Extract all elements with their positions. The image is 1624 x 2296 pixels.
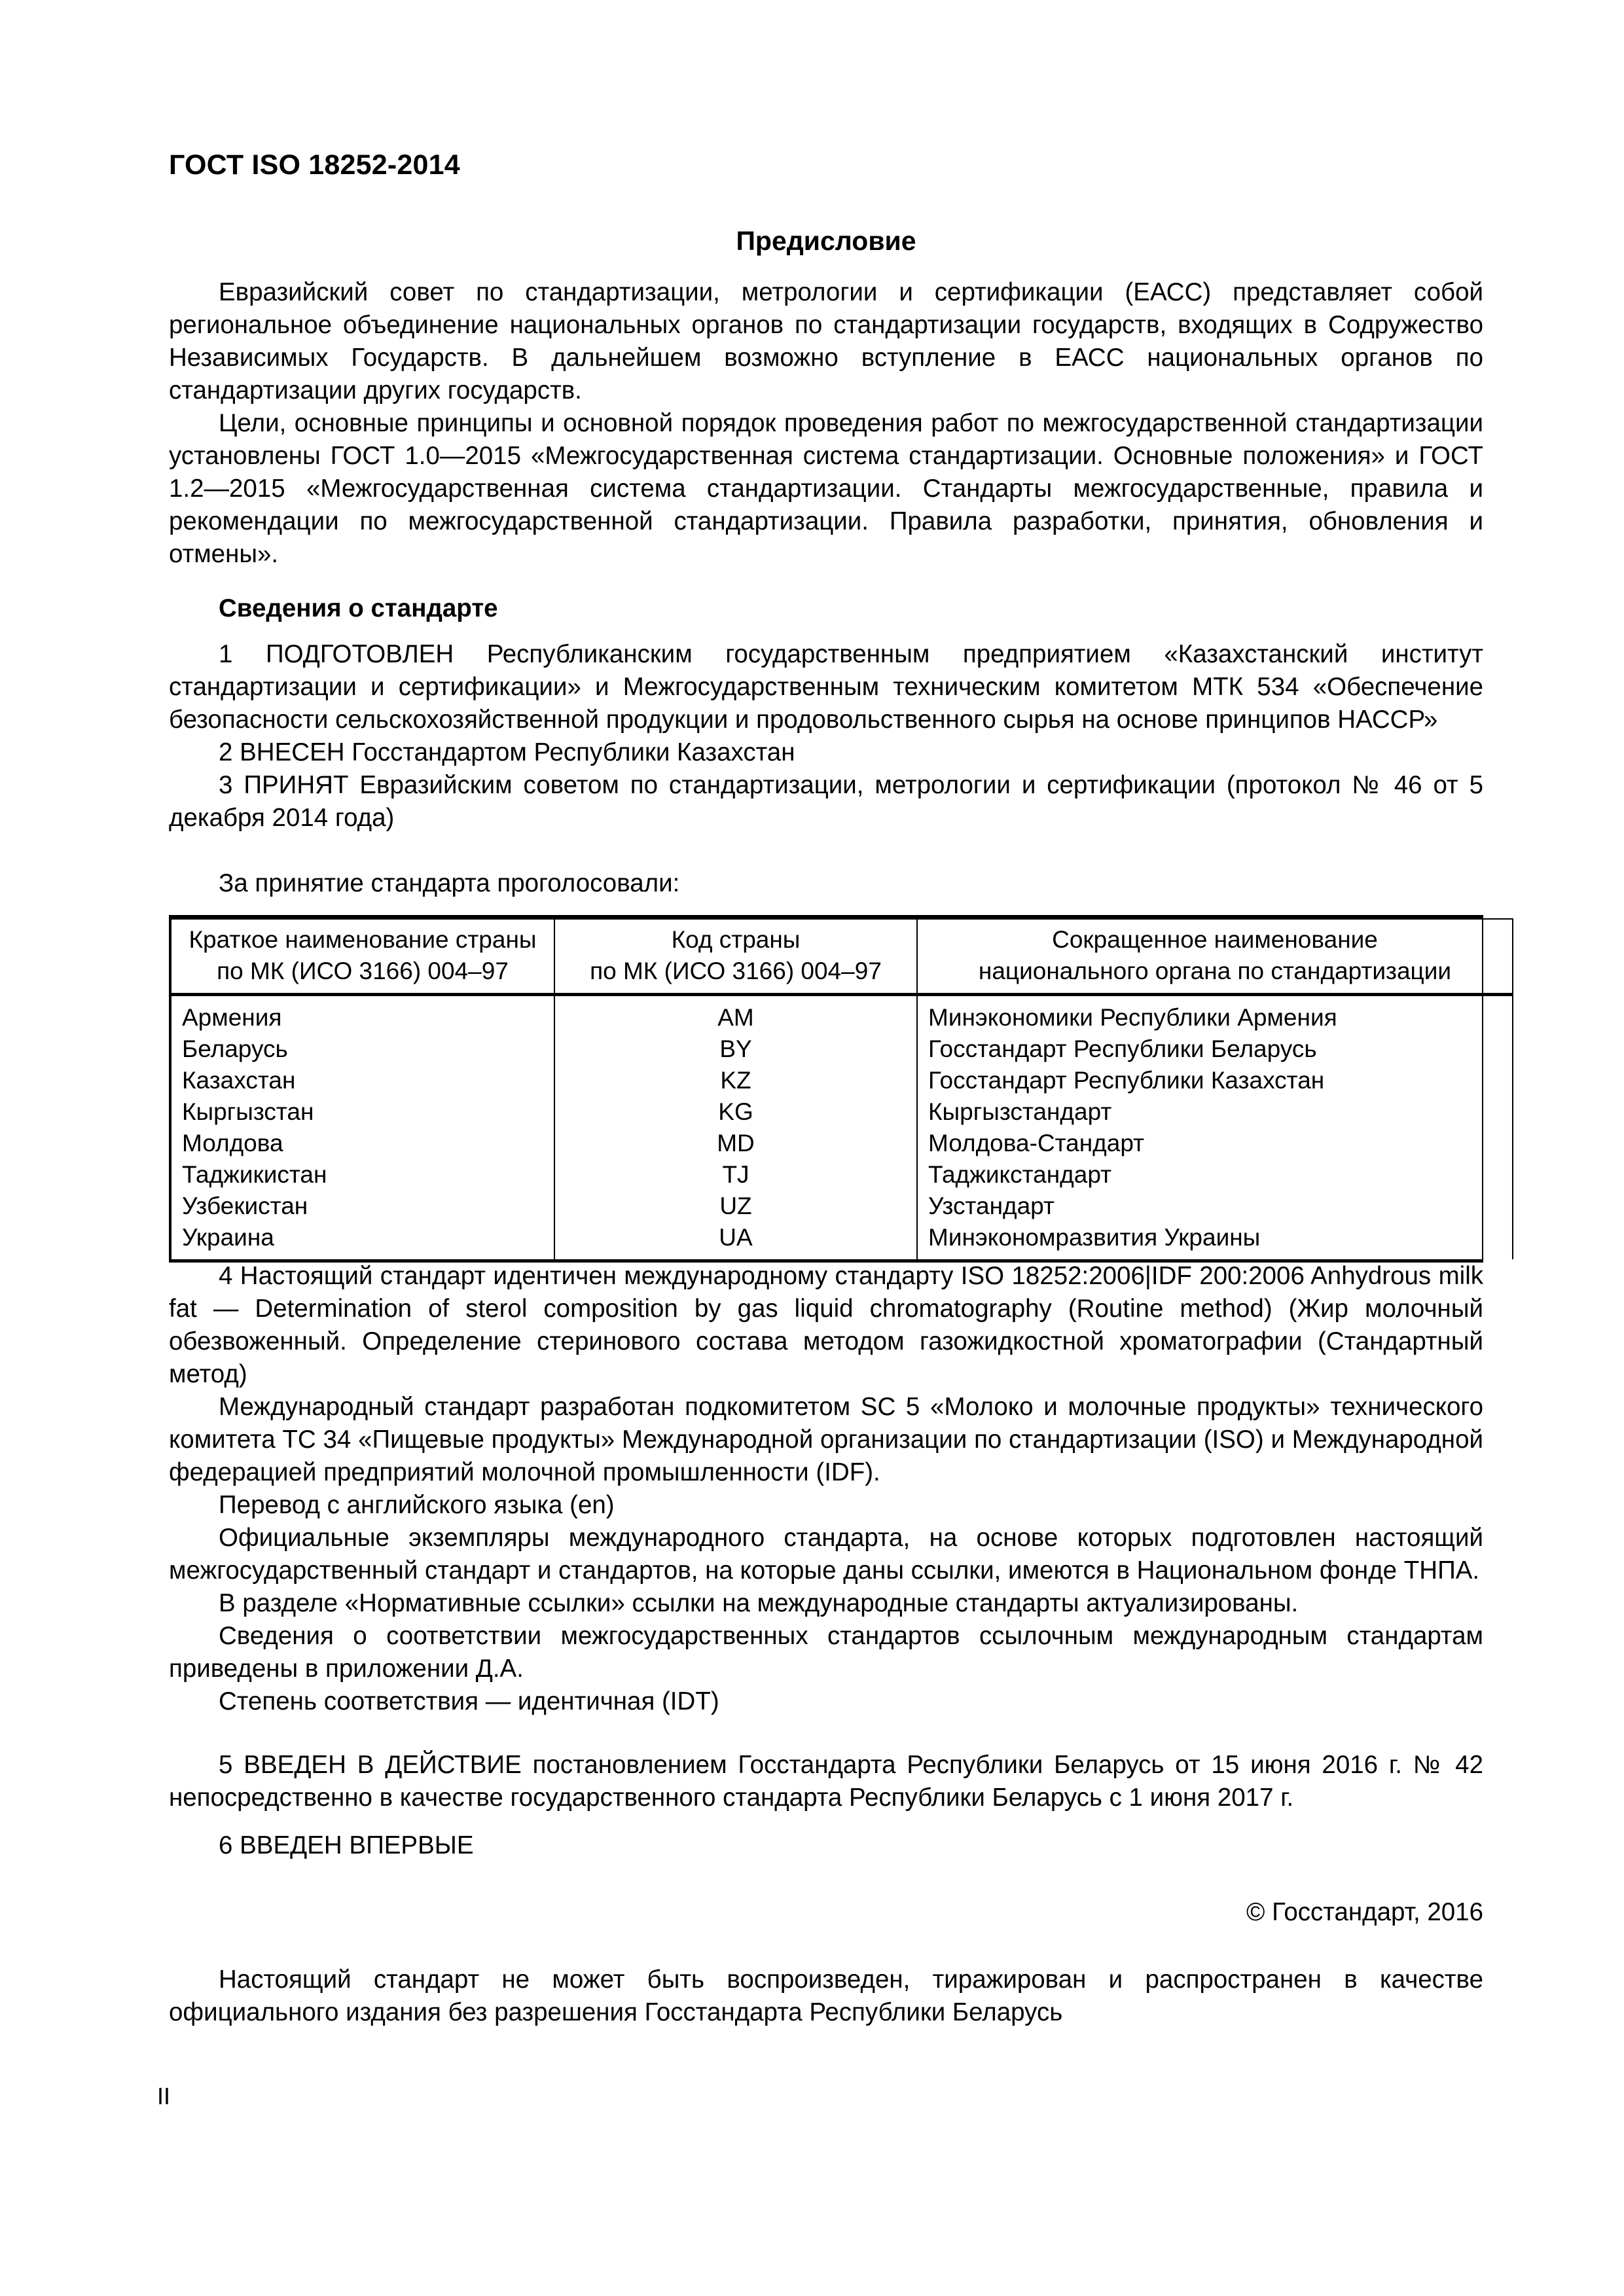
vote-cell-country: Узбекистан: [171, 1191, 554, 1222]
table-row: [171, 995, 1513, 1034]
reproduction-notice-block: [169, 1964, 1483, 2029]
vote-cell-country: Украина: [171, 1222, 554, 1259]
vote-cell-org: Узстандарт: [917, 1191, 1513, 1222]
vote-cell-code: UZ: [554, 1191, 917, 1222]
table-row: [171, 1096, 1513, 1128]
intro-paragraph-1: Евразийский совет по стандартизации, метрологии и сертификации (ЕАСС) представляет собой региональное объединение национальных органов по стандартизации государств, входящих в Содружество Независимых Государств. В дальнейшем возможно вступление в ЕАСС национальных органов по стандартизации других государств.: [169, 278, 1483, 404]
after-table-copies: Официальные экземпляры международного стандарта, на основе которых подготовлен настоящий межгосударственный стандарт и стандартов, на которые даны ссылки, имеются в Национальном фонде ТНПА.: [169, 1524, 1483, 1585]
standard-info-heading: Сведения о стандарте: [219, 594, 498, 622]
standard-info-block: [169, 638, 1483, 834]
after-table-committee: Международный стандарт разработан подкомитетом SC 5 «Молоко и молочные продукты» технического комитета ТС 34 «Пищевые продукты» Международной организации по стандартизации (ISO) и Международной федерацией предприятий молочной промышленности (IDF).: [169, 1393, 1483, 1486]
vote-header-code-line1: Код страны: [671, 926, 801, 953]
page-number: II: [157, 2083, 171, 2109]
vote-cell-org: Таджикстандарт: [917, 1159, 1513, 1191]
vote-table-border: [169, 915, 1483, 1263]
table-row: [171, 1128, 1513, 1159]
vote-caption: За принятие стандарта проголосовали:: [219, 869, 680, 897]
vote-cell-org: Молдова-Стандарт: [917, 1128, 1513, 1159]
vote-cell-code: AM: [554, 995, 917, 1034]
after-table-translation: Перевод с английского языка (en): [219, 1491, 615, 1519]
table-row: [171, 1159, 1513, 1191]
vote-cell-org: Минэкономики Республики Армения: [917, 995, 1513, 1034]
table-row: [171, 1191, 1513, 1222]
vote-header-org: [917, 919, 1513, 995]
vote-table: [170, 918, 1513, 1259]
vote-cell-country: Кыргызстан: [171, 1096, 554, 1128]
vote-cell-country: Беларусь: [171, 1033, 554, 1065]
after-table-item-4: 4 Настоящий стандарт идентичен международному стандарту ISO 18252:2006|IDF 200:2006 Anhydrous milk fat — Determination of sterol composition by gas liquid chromatography (Routine method) (Жир молочный обезвоженный. Определение стеринового состава методом газожидкостной хроматографии (Стандартный метод): [169, 1262, 1483, 1388]
vote-cell-code: BY: [554, 1033, 917, 1065]
after-table-block-a: [169, 1260, 1483, 1718]
vote-cell-org: Госстандарт Республики Беларусь: [917, 1033, 1513, 1065]
standard-info-item-3: 3 ПРИНЯТ Евразийским советом по стандартизации, метрологии и сертификации (протокол № 46 от 5 декабря 2014 года): [169, 771, 1483, 832]
vote-cell-code: UA: [554, 1222, 917, 1259]
vote-cell-org: Кыргызстандарт: [917, 1096, 1513, 1128]
vote-cell-code: KG: [554, 1096, 917, 1128]
vote-table-wrapper: [169, 915, 1483, 1263]
vote-header-org-line2: национального органа по стандартизации: [978, 958, 1452, 984]
vote-table-body: [171, 995, 1513, 1260]
vote-header-org-line1: Сокращенное наименование: [1052, 926, 1378, 953]
table-row: [171, 1065, 1513, 1096]
vote-cell-country: Молдова: [171, 1128, 554, 1159]
vote-table-header-row: [171, 919, 1513, 995]
table-row: [171, 1033, 1513, 1065]
standard-info-item-2: 2 ВНЕСЕН Госстандартом Республики Казахстан: [219, 738, 795, 766]
vote-caption-block: [169, 867, 1483, 900]
intro-paragraph-2: Цели, основные принципы и основной порядок проведения работ по межгосударственной стандартизации установлены ГОСТ 1.0—2015 «Межгосударственная система стандартизации. Основные положения» и ГОСТ 1.2—2015 «Межгосударственная система стандартизации. Стандарты межгосударственные, правила и рекомендации по межгосударственной стандартизации. Правила разработки, принятия, обновления и отмены».: [169, 409, 1483, 568]
after-table-block-b: [169, 1749, 1483, 1814]
vote-cell-code: KZ: [554, 1065, 917, 1096]
standard-info-item-1: 1 ПОДГОТОВЛЕН Республиканским государственным предприятием «Казахстанский институт стандартизации и сертификации» и Межгосударственным техническим комитетом МТК 534 «Обеспечение безопасности сельскохозяйственной продукции и продовольственного сырья на основе принципов НАССР»: [169, 640, 1483, 734]
vote-cell-org: Минэкономразвития Украины: [917, 1222, 1513, 1259]
after-table-conformity: Сведения о соответствии межгосударственных стандартов ссылочным международным стандартам приведены в приложении Д.А.: [169, 1622, 1483, 1683]
intro-block: [169, 276, 1483, 571]
vote-cell-code: TJ: [554, 1159, 917, 1191]
vote-header-code: [554, 919, 917, 995]
page-title: Предисловие: [736, 226, 916, 256]
table-row: [171, 1222, 1513, 1259]
vote-header-code-line2: по МК (ИСО 3166) 004–97: [590, 958, 882, 984]
vote-header-country-line1: Краткое наименование страны: [189, 926, 537, 953]
after-table-item-6: 6 ВВЕДЕН ВПЕРВЫЕ: [219, 1831, 474, 1859]
reproduction-notice: Настоящий стандарт не может быть воспроизведен, тиражирован и распространен в качестве официального издания без разрешения Госстандарта Республики Беларусь: [169, 1965, 1483, 2026]
vote-cell-country: Армения: [171, 995, 554, 1034]
vote-cell-country: Таджикистан: [171, 1159, 554, 1191]
document-code: ГОСТ ISO 18252-2014: [169, 149, 460, 181]
vote-table-head: [171, 919, 1513, 995]
vote-cell-org: Госстандарт Республики Казахстан: [917, 1065, 1513, 1096]
vote-cell-country: Казахстан: [171, 1065, 554, 1096]
after-table-degree: Степень соответствия — идентичная (IDT): [219, 1687, 719, 1715]
vote-header-country-line2: по МК (ИСО 3166) 004–97: [217, 958, 509, 984]
after-table-item-5: 5 ВВЕДЕН В ДЕЙСТВИЕ постановлением Госстандарта Республики Беларусь от 15 июня 2016 г. № 42 непосредственно в качестве государственного стандарта Республики Беларусь с 1 июня 2017 г.: [169, 1751, 1483, 1812]
vote-header-country: [171, 919, 554, 995]
after-table-refs: В разделе «Нормативные ссылки» ссылки на международные стандарты актуализированы.: [219, 1589, 1299, 1617]
after-table-block-c: [169, 1829, 1483, 1862]
vote-cell-code: MD: [554, 1128, 917, 1159]
copyright-line: © Госстандарт, 2016: [1246, 1898, 1483, 1926]
